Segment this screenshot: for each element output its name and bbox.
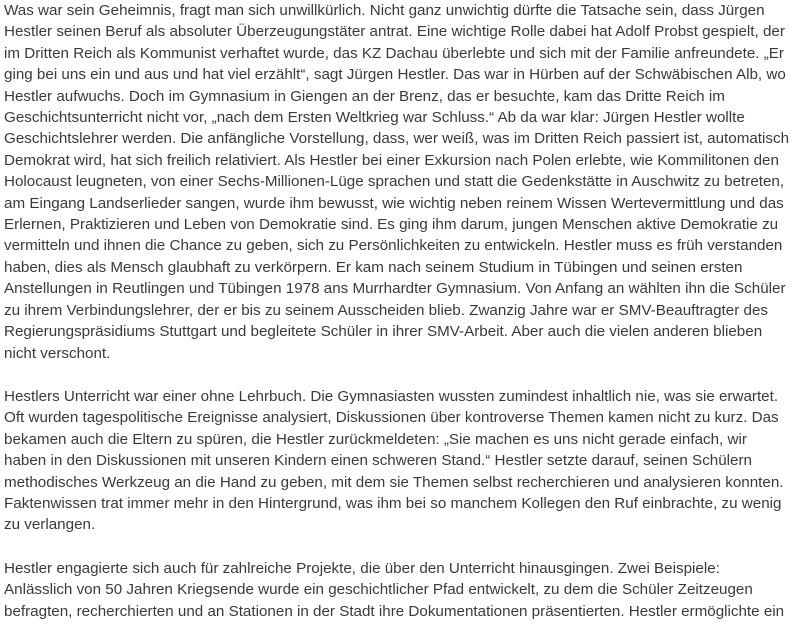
text-line: Faktenwissen trat immer mehr in den Hintergrund, was ihm bei so manchem Kollegen den Ruf einbrachte, zu wenig (4, 494, 782, 512)
text-line: Geschichtsunterricht nicht vor, „nach dem Ersten Weltkrieg war Schluss.“ Ab da war klar: Jürgen Hestler wollte (4, 109, 745, 127)
text-line: ging bei uns ein und aus und hat viel erzählt“, sagt Jürgen Hestler. Das war in Hürben auf der Schwäbischen Alb, wo (4, 66, 786, 84)
text-line: zu verlangen. (4, 516, 96, 534)
text-line: Hestlers Unterricht war einer ohne Lehrbuch. Die Gymnasiasten wussten zumindest inhaltlich nie, was sie erwartet. (4, 387, 779, 405)
paragraph-3 (4, 558, 790, 622)
text-line: Anstellungen in Reutlingen und Tübingen 1978 ans Murrhardter Gymnasium. Von Anfang an wählten ihn die Schüler (4, 280, 786, 298)
text-line: Anlässlich von 50 Jahren Kriegsende wurde ein geschichtlicher Pfad entwickelt, zu dem die Schüler Zeitzeugen (4, 581, 753, 599)
text-line: Hestler engagierte sich auch für zahlreiche Projekte, die über den Unterricht hinausgingen. Zwei Beispiele: (4, 559, 720, 577)
text-line: am Eingang Landserlieder sangen, wurde ihm bewusst, wie wichtig neben reinem Wissen Wertevermittlung und das (4, 194, 784, 212)
article-body (4, 0, 790, 644)
text-line: haben, dies als Mensch glaubhaft zu verkörpern. Er kam nach seinem Studium in Tübingen und seinen ersten (4, 258, 743, 276)
text-line: zu ihrem Verbindungslehrer, der er bis zu seinem Ausscheiden blieb. Zwanzig Jahre war er SMV-Beauftragter des (4, 301, 768, 319)
text-line: Hestler aufwuchs. Doch im Gymnasium in Giengen an der Brenz, das er besuchte, kam das Dritte Reich im (4, 87, 725, 105)
text-line: Regierungspräsidiums Stuttgart und begleitete Schüler in ihrer SMV-Arbeit. Aber auch die vielen anderen blieben (4, 323, 763, 341)
text-line: vermitteln und ihnen die Chance zu geben, sich zu Persönlichkeiten zu entwickeln. Hestler muss es früh verstanden (4, 237, 783, 255)
text-line: Erlernen, Praktizieren und Leben von Demokratie sind. Es ging ihm darum, jungen Menschen aktive Demokratie zu (4, 216, 779, 234)
text-line: Oft wurden tagespolitische Ereignisse analysiert, Diskussionen über kontroverse Themen kamen nicht zu kurz. Das (4, 409, 779, 427)
text-line: Geschichtslehrer werden. Die anfängliche Vorstellung, dass, wer weiß, was im Dritten Reich passiert ist, automatisch (4, 130, 790, 148)
paragraph-2 (4, 386, 790, 536)
text-line: Holocaust leugneten, von einer Sechs-Millionen-Lüge sprachen und statt die Gedenkstätte in Auschwitz zu betreten, (4, 173, 785, 191)
text-line: methodisches Werkzeug an die Hand zu geben, mit dem sie Themen selbst recherchieren und analysieren konnten. (4, 473, 784, 491)
text-line: bekamen auch die Eltern zu spüren, die Hestler zurückmeldeten: „Sie machen es uns nicht gerade einfach, wir (4, 430, 747, 448)
text-line: nicht verschont. (4, 344, 111, 362)
text-line: im Dritten Reich als Kommunist verhaftet wurde, das KZ Dachau überlebte und sich mit der Familie anfreundete. „Er (4, 44, 784, 62)
text-line: Demokrat wird, hat sich freilich relativiert. Als Hestler bei einer Exkursion nach Polen erlebte, wie Kommilitonen den (4, 151, 779, 169)
text-line: Hestler seinen Beruf als absoluter Überzeugungstäter antrat. Eine wichtige Rolle dabei hat Adolf Probst gespielt, der (4, 23, 785, 41)
text-line: Was war sein Geheimnis, fragt man sich unwillkürlich. Nicht ganz unwichtig dürfte die Tatsache sein, dass Jürgen (4, 2, 765, 19)
paragraph-1 (4, 0, 790, 364)
text-line: befragten, recherchierten und an Stationen in der Stadt ihre Dokumentationen präsentierten. Hestler ermöglichte ein (4, 602, 785, 620)
text-line: haben in den Diskussionen mit unseren Kindern einen schweren Stand.“ Hestler setzte darauf, seinen Schülern (4, 452, 752, 470)
